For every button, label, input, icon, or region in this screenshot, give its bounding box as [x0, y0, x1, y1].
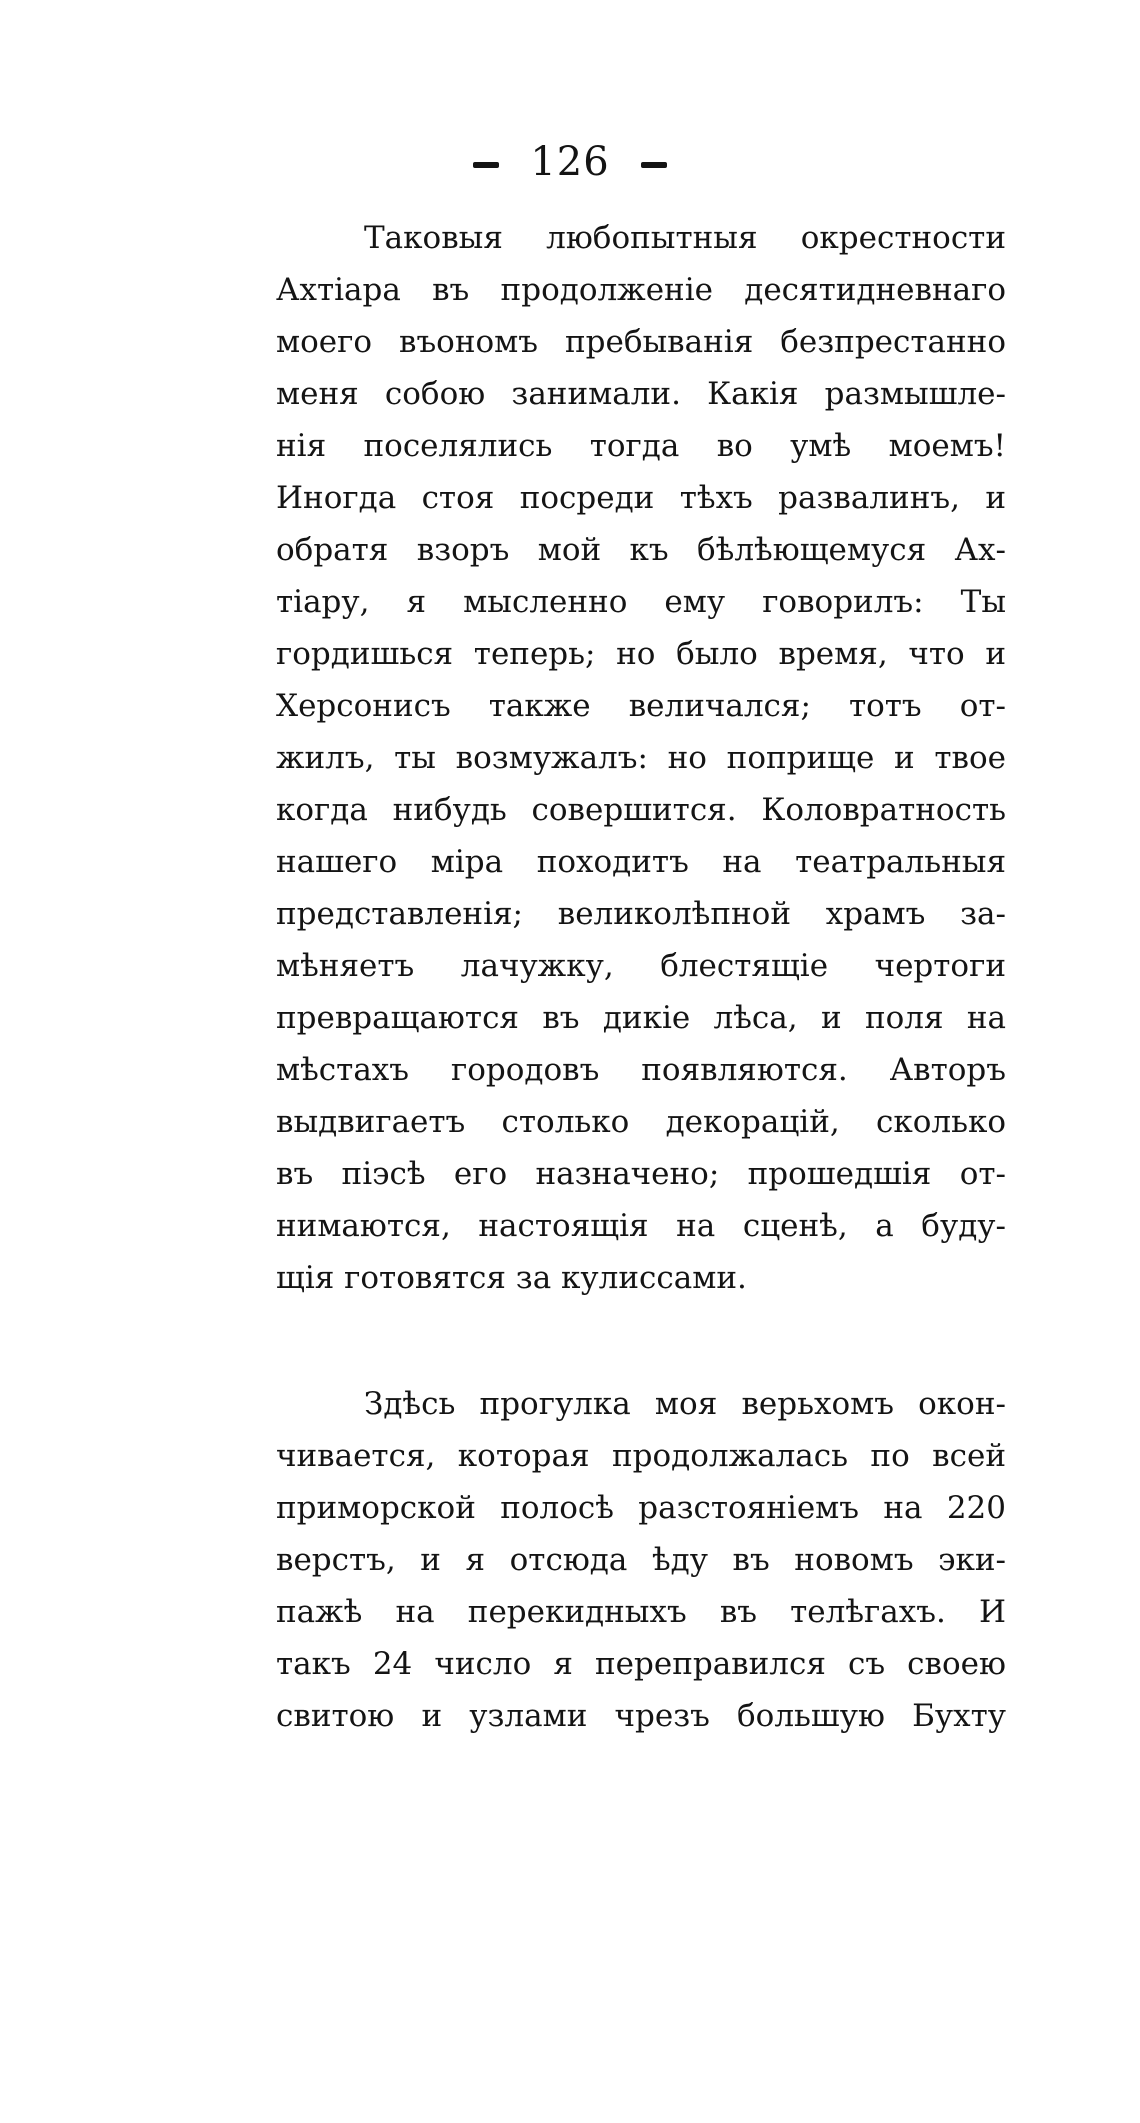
text-line: Ахтiара въ продолженiе десятидневнаго	[276, 272, 1006, 308]
text-line: превращаются въ дикiе лѣса, и поля на	[276, 1000, 1006, 1036]
page-header	[0, 138, 1140, 186]
text-line: приморской полосѣ разстоянiемъ на 220	[276, 1490, 1006, 1526]
text-line: обратя взоръ мой къ бѣлѣющемуся Ах-	[276, 532, 1006, 568]
text-line: жилъ, ты возмужалъ: но поприще и твое	[276, 740, 1006, 776]
text-line: Здѣсь прогулка моя верьхомъ окон-	[364, 1386, 1006, 1422]
text-line: выдвигаетъ столько декорацiй, сколько	[276, 1104, 1006, 1140]
text-line: чивается, которая продолжалась по всей	[276, 1438, 1006, 1474]
text-line: Таковыя любопытныя окрестности	[364, 220, 1006, 256]
text-line: нашего мiра походитъ на театральныя	[276, 844, 1006, 880]
text-line: когда нибудь совершится. Коловратность	[276, 792, 1006, 828]
paragraph-2	[276, 1378, 1006, 1742]
text-line: моего въономъ пребыванiя безпрестанно	[276, 324, 1006, 360]
text-line: Херсонисъ также величался; тотъ от-	[276, 688, 1006, 724]
text-line: мѣняетъ лачужку, блестящiе чертоги	[276, 948, 1006, 984]
text-line: меня собою занимали. Какiя размышле-	[276, 376, 1006, 412]
page-number: 126	[530, 139, 610, 185]
text-line: мѣстахъ городовъ появляются. Авторъ	[276, 1052, 1006, 1088]
text-line: свитою и узлами чрезъ большую Бухту	[276, 1698, 1006, 1734]
paragraph-1	[276, 212, 1006, 1304]
text-line: въ пiэсѣ его назначено; прошедшiя от-	[276, 1156, 1006, 1192]
text-line: нимаются, настоящiя на сценѣ, а буду-	[276, 1208, 1006, 1244]
text-line: пажѣ на перекидныхъ въ телѣгахъ. И	[276, 1594, 1006, 1630]
text-line: представленiя; великолѣпной храмъ за-	[276, 896, 1006, 932]
right-dash-ornament	[641, 162, 667, 168]
text-line: гордишься теперь; но было время, что и	[276, 636, 1006, 672]
text-line: щiя готовятся за кулиссами.	[276, 1260, 747, 1296]
text-line: такъ 24 число я переправился съ своею	[276, 1646, 1006, 1682]
text-line: тiару, я мысленно ему говорилъ: Ты	[276, 584, 1006, 620]
text-line: Иногда стоя посреди тѣхъ развалинъ, и	[276, 480, 1006, 516]
text-line: нiя поселялись тогда во умѣ моемъ!	[276, 428, 1006, 464]
text-line: верстъ, и я отсюда ѣду въ новомъ эки-	[276, 1542, 1006, 1578]
left-dash-ornament	[473, 162, 499, 168]
